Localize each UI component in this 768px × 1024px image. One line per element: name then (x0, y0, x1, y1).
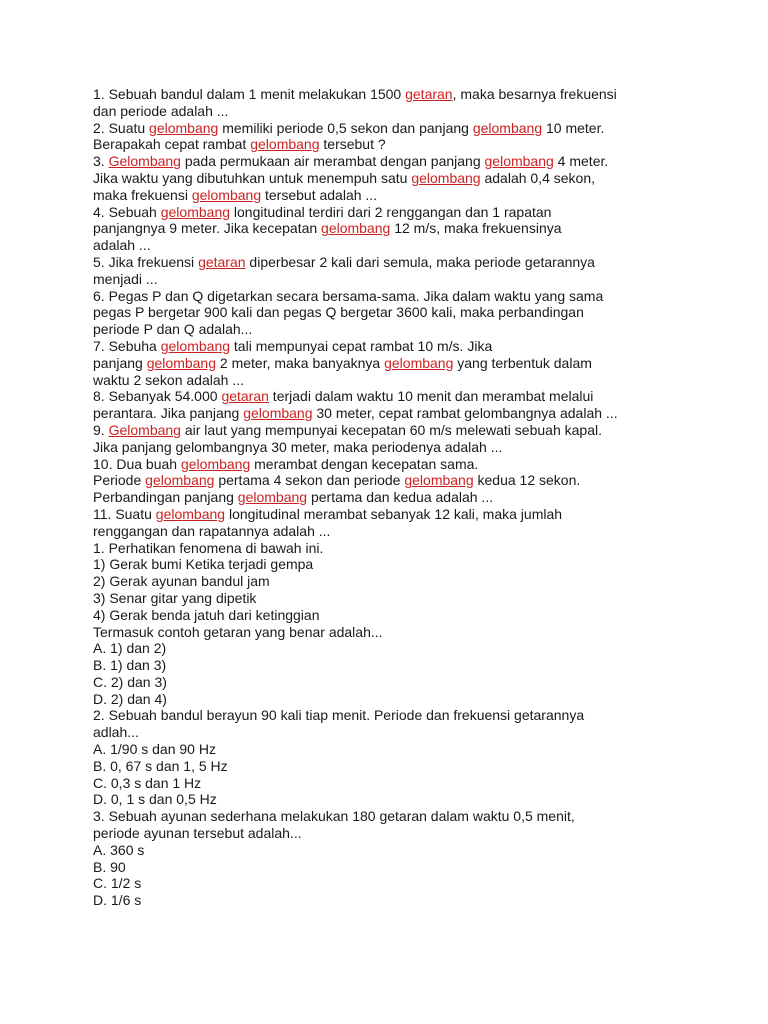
text-line (93, 674, 693, 691)
text-line (93, 691, 693, 708)
text-segment: periode P dan Q adalah... (93, 321, 253, 338)
text-segment: D. 0, 1 s dan 0,5 Hz (93, 791, 217, 808)
keyword-link[interactable]: gelombang (384, 354, 454, 371)
text-line (93, 220, 693, 237)
text-line (93, 842, 693, 859)
text-segment: A. 360 s (93, 841, 145, 858)
keyword-link[interactable]: gelombang (472, 119, 543, 136)
text-segment: diperbesar 2 kali dari semula, maka periode getarannya (245, 253, 595, 270)
keyword-link[interactable]: getaran (405, 86, 453, 102)
text-line (93, 388, 693, 405)
keyword-link[interactable]: Gelombang (108, 421, 181, 438)
text-segment: pada permukaan air merambat dengan panjang (180, 153, 485, 170)
text-segment: merambat dengan kecepatan sama. (250, 455, 479, 472)
text-segment: 4 meter. (553, 153, 609, 170)
text-line (93, 506, 693, 523)
text-segment: 2. Sebuah bandul berayun 90 kali tiap menit. Periode dan frekuensi getarannya (93, 707, 585, 724)
text-segment: panjang (93, 354, 147, 371)
text-line (93, 321, 693, 338)
text-line (93, 825, 693, 842)
text-line (93, 724, 693, 741)
keyword-link[interactable]: getaran (198, 253, 246, 270)
text-segment: C. 2) dan 3) (93, 673, 167, 690)
text-segment: 2. Suatu (93, 119, 150, 136)
text-segment: C. 0,3 s dan 1 Hz (93, 774, 202, 791)
text-line (93, 170, 693, 187)
text-segment: 8. Sebanyak 54.000 (93, 388, 222, 405)
text-line (93, 271, 693, 288)
text-line (93, 791, 693, 808)
text-line (93, 204, 693, 221)
text-segment: Jika waktu yang dibutuhkan untuk menempuh satu (93, 169, 412, 186)
text-segment: Termasuk contoh getaran yang benar adalah... (93, 623, 383, 640)
keyword-link[interactable]: gelombang (149, 119, 219, 136)
keyword-link[interactable]: gelombang (146, 354, 216, 371)
keyword-link[interactable]: gelombang (237, 489, 308, 506)
text-segment: adalah 0,4 sekon, (480, 169, 596, 186)
text-line (93, 775, 693, 792)
text-segment: periode ayunan tersebut adalah... (93, 825, 302, 842)
text-segment: B. 0, 67 s dan 1, 5 Hz (93, 757, 228, 774)
text-segment: A. 1) dan 2) (93, 640, 167, 657)
keyword-link[interactable]: getaran (221, 388, 269, 405)
text-segment: A. 1/90 s dan 90 Hz (93, 741, 216, 758)
keyword-link[interactable]: gelombang (243, 405, 313, 422)
document-body (93, 86, 693, 909)
text-segment: 6. Pegas P dan Q digetarkan secara bersama-sama. Jika dalam waktu yang sama (93, 287, 604, 304)
text-segment: tersebut adalah ... (261, 186, 378, 203)
text-segment: waktu 2 sekon adalah ... (93, 371, 244, 388)
keyword-link[interactable]: gelombang (155, 505, 226, 522)
text-line (93, 439, 693, 456)
text-segment: 2 meter, maka banyaknya (216, 354, 385, 371)
text-segment: 1) Gerak bumi Ketika terjadi gempa (93, 556, 314, 573)
text-segment: 2) Gerak ayunan bandul jam (93, 573, 270, 590)
keyword-link[interactable]: gelombang (180, 455, 251, 472)
text-line (93, 741, 693, 758)
text-segment: pertama dan kedua adalah ... (307, 489, 494, 506)
text-line (93, 86, 693, 103)
text-segment: menjadi ... (93, 270, 158, 287)
text-segment: Perbandingan panjang (93, 489, 238, 506)
text-segment: renggangan dan rapatannya adalah ... (93, 522, 331, 539)
text-line (93, 422, 693, 439)
text-line (93, 288, 693, 305)
text-line (93, 472, 693, 489)
text-line (93, 153, 693, 170)
text-segment: 3) Senar gitar yang dipetik (93, 589, 257, 606)
text-line (93, 456, 693, 473)
text-line (93, 640, 693, 657)
text-segment: 10 meter. (542, 119, 605, 136)
keyword-link[interactable]: gelombang (411, 169, 481, 186)
text-line (93, 859, 693, 876)
text-segment: kedua 12 sekon. (473, 472, 581, 489)
text-segment: D. 1/6 s (93, 892, 142, 909)
text-segment: 9. (93, 421, 109, 438)
text-segment: memiliki periode 0,5 sekon dan panjang (218, 119, 473, 136)
text-segment: 5. Jika frekuensi (93, 253, 199, 270)
text-segment: perantara. Jika panjang (93, 405, 244, 422)
text-segment: air laut yang mempunyai kecepatan 60 m/s melewati sebuah kapal. (180, 421, 602, 438)
text-line (93, 187, 693, 204)
text-line (93, 556, 693, 573)
keyword-link[interactable]: gelombang (404, 472, 474, 489)
text-segment: 12 m/s, maka frekuensinya (390, 220, 562, 237)
keyword-link[interactable]: Gelombang (108, 153, 181, 170)
text-segment: maka frekuensi (93, 186, 192, 203)
keyword-link[interactable]: gelombang (145, 472, 215, 489)
text-segment: Berapakah cepat rambat (93, 136, 251, 153)
text-line (93, 254, 693, 271)
text-segment: B. 90 (93, 858, 126, 875)
text-segment: C. 1/2 s (93, 875, 142, 892)
text-segment: 4. Sebuah (93, 203, 161, 220)
text-segment: adalah ... (93, 237, 151, 254)
text-line (93, 355, 693, 372)
text-segment: 7. Sebuha (93, 337, 161, 354)
text-line (93, 405, 693, 422)
text-segment: 1. Perhatikan fenomena di bawah ini. (93, 539, 324, 556)
text-segment: yang terbentuk dalam (453, 354, 592, 371)
text-line (93, 607, 693, 624)
keyword-link[interactable]: gelombang (160, 337, 231, 354)
text-line (93, 304, 693, 321)
text-line (93, 489, 693, 506)
text-segment: 1. Sebuah bandul dalam 1 menit melakukan 1500 (93, 86, 406, 102)
text-segment: tersebut ? (319, 136, 386, 153)
keyword-link[interactable]: gelombang (250, 136, 320, 153)
text-segment: dan periode adalah ... (93, 102, 229, 119)
text-segment: longitudinal merambat sebanyak 12 kali, maka jumlah (225, 505, 563, 522)
text-segment: 11. Suatu (93, 505, 156, 522)
text-segment: 3. Sebuah ayunan sederhana melakukan 180 getaran dalam waktu 0,5 menit, (93, 808, 575, 825)
text-line (93, 707, 693, 724)
text-segment: Jika panjang gelombangnya 30 meter, maka periodenya adalah ... (93, 438, 503, 455)
text-segment: D. 2) dan 4) (93, 690, 167, 707)
text-segment: 30 meter, cepat rambat gelombangnya adalah ... (312, 405, 618, 422)
text-segment: adlah... (93, 724, 139, 741)
text-segment: pegas P bergetar 900 kali dan pegas Q bergetar 3600 kali, maka perbandingan (93, 304, 584, 321)
text-segment: tali mempunyai cepat rambat 10 m/s. Jika (230, 337, 493, 354)
text-line (93, 808, 693, 825)
text-line (93, 120, 693, 137)
text-line (93, 624, 693, 641)
text-segment: 3. (93, 153, 109, 170)
text-line (93, 237, 693, 254)
text-segment: Periode (93, 472, 146, 489)
text-line (93, 573, 693, 590)
text-segment: B. 1) dan 3) (93, 657, 167, 674)
text-line (93, 372, 693, 389)
text-line (93, 338, 693, 355)
text-segment: pertama 4 sekon dan periode (214, 472, 405, 489)
text-segment: , maka besarnya frekuensi (452, 86, 617, 102)
text-segment: longitudinal terdiri dari 2 renggangan dan 1 rapatan (230, 203, 552, 220)
text-segment: terjadi dalam waktu 10 menit dan merambat melalui (268, 388, 594, 405)
keyword-link[interactable]: gelombang (191, 186, 262, 203)
keyword-link[interactable]: gelombang (321, 220, 391, 237)
text-segment: 4) Gerak benda jatuh dari ketinggian (93, 606, 320, 623)
keyword-link[interactable]: gelombang (160, 203, 231, 220)
text-line (93, 657, 693, 674)
text-segment: 10. Dua buah (93, 455, 181, 472)
text-line (93, 892, 693, 909)
text-line (93, 540, 693, 557)
text-line (93, 758, 693, 775)
text-line (93, 590, 693, 607)
text-line (93, 875, 693, 892)
text-line (93, 523, 693, 540)
text-line (93, 103, 693, 120)
keyword-link[interactable]: gelombang (484, 153, 554, 170)
text-line (93, 136, 693, 153)
text-segment: panjangnya 9 meter. Jika kecepatan (93, 220, 322, 237)
